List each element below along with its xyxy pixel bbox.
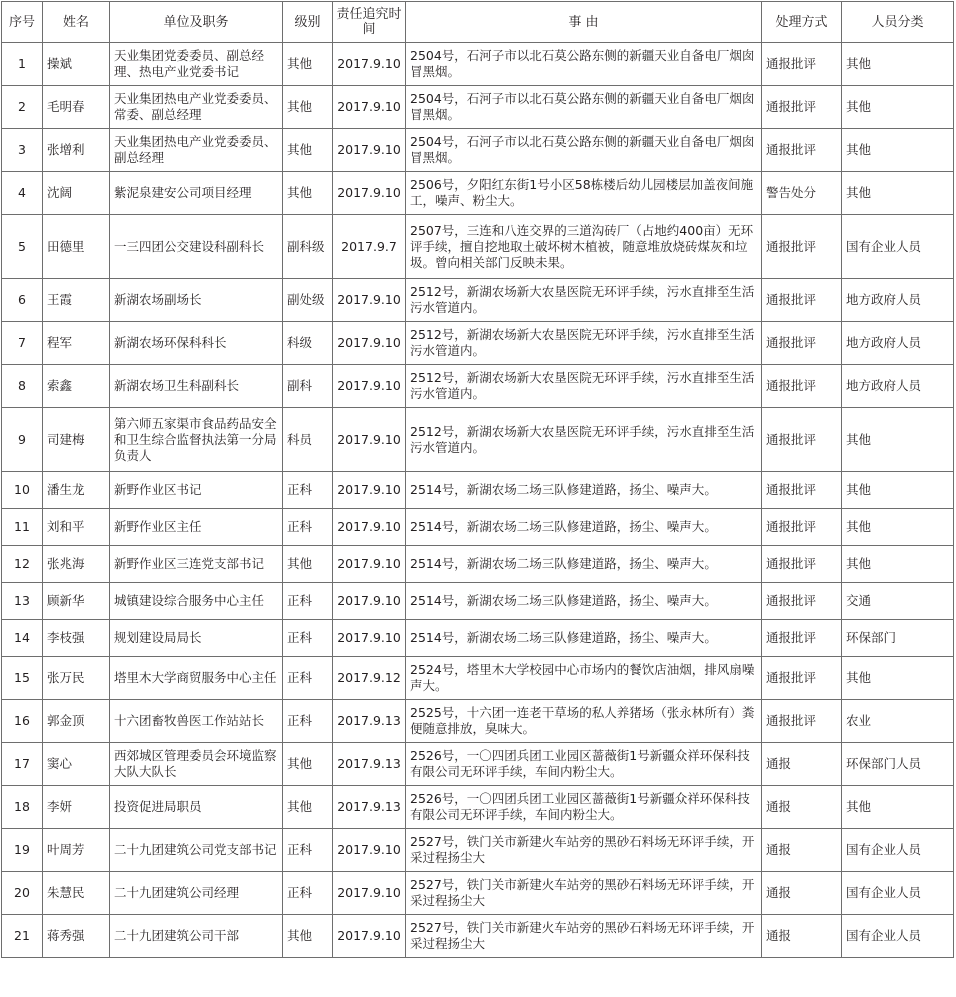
table-row [2,546,954,583]
cell-unit: 天业集团热电产业党委委员、副总经理 [110,129,283,172]
header-reason: 事 由 [406,2,762,43]
cell-reason: 2504号，石河子市以北石莫公路东侧的新疆天业自备电厂烟囱冒黑烟。 [406,43,762,86]
table-row [2,215,954,279]
cell-method: 警告处分 [762,172,842,215]
cell-name: 叶周芳 [43,829,110,872]
cell-date: 2017.9.13 [333,743,406,786]
cell-name: 窦心 [43,743,110,786]
cell-no: 18 [2,786,43,829]
header-date: 责任追究时间 [333,2,406,43]
cell-level: 科级 [283,322,333,365]
table-row [2,279,954,322]
cell-name: 田德里 [43,215,110,279]
cell-reason: 2507号，三连和八连交界的三道沟砖厂（占地约400亩）无环评手续，擅自挖地取土破坏树木植被，随意堆放烧砖煤灰和垃圾。曾向相关部门反映未果。 [406,215,762,279]
cell-reason: 2504号，石河子市以北石莫公路东侧的新疆天业自备电厂烟囱冒黑烟。 [406,129,762,172]
header-level: 级别 [283,2,333,43]
cell-unit: 十六团畜牧兽医工作站站长 [110,700,283,743]
cell-category: 其他 [842,43,954,86]
cell-category: 环保部门 [842,620,954,657]
cell-date: 2017.9.7 [333,215,406,279]
cell-unit: 新湖农场卫生科副科长 [110,365,283,408]
cell-method: 通报批评 [762,43,842,86]
cell-category: 地方政府人员 [842,279,954,322]
cell-no: 15 [2,657,43,700]
cell-category: 其他 [842,408,954,472]
cell-no: 1 [2,43,43,86]
cell-level: 科员 [283,408,333,472]
cell-name: 蒋秀强 [43,915,110,958]
cell-category: 国有企业人员 [842,215,954,279]
cell-date: 2017.9.10 [333,279,406,322]
cell-date: 2017.9.10 [333,408,406,472]
cell-name: 刘和平 [43,509,110,546]
cell-method: 通报批评 [762,657,842,700]
cell-name: 毛明春 [43,86,110,129]
cell-unit: 二十九团建筑公司经理 [110,872,283,915]
cell-reason: 2506号，夕阳红东街1号小区58栋楼后幼儿园楼层加盖夜间施工，噪声、粉尘大。 [406,172,762,215]
cell-category: 环保部门人员 [842,743,954,786]
cell-name: 沈阔 [43,172,110,215]
header-method: 处理方式 [762,2,842,43]
cell-date: 2017.9.10 [333,129,406,172]
cell-unit: 投资促进局职员 [110,786,283,829]
table-row [2,583,954,620]
table-row [2,786,954,829]
cell-date: 2017.9.10 [333,43,406,86]
table-row [2,129,954,172]
cell-date: 2017.9.10 [333,472,406,509]
cell-date: 2017.9.10 [333,620,406,657]
cell-category: 国有企业人员 [842,872,954,915]
cell-method: 通报批评 [762,509,842,546]
cell-reason: 2526号，一〇四团兵团工业园区蔷薇街1号新疆众祥环保科技有限公司无环评手续，车间内粉尘大。 [406,743,762,786]
cell-no: 4 [2,172,43,215]
table-row [2,915,954,958]
cell-method: 通报批评 [762,215,842,279]
cell-unit: 二十九团建筑公司党支部书记 [110,829,283,872]
cell-no: 19 [2,829,43,872]
table-row [2,408,954,472]
cell-unit: 紫泥泉建安公司项目经理 [110,172,283,215]
cell-level: 正科 [283,657,333,700]
cell-category: 国有企业人员 [842,829,954,872]
cell-category: 国有企业人员 [842,915,954,958]
cell-method: 通报批评 [762,365,842,408]
cell-date: 2017.9.10 [333,915,406,958]
cell-no: 6 [2,279,43,322]
cell-category: 其他 [842,129,954,172]
cell-reason: 2514号，新湖农场二场三队修建道路，扬尘、噪声大。 [406,620,762,657]
cell-category: 其他 [842,86,954,129]
cell-category: 其他 [842,786,954,829]
cell-reason: 2512号，新湖农场新大农垦医院无环评手续，污水直排至生活污水管道内。 [406,408,762,472]
cell-level: 其他 [283,743,333,786]
header-row [2,2,954,43]
cell-method: 通报 [762,786,842,829]
cell-date: 2017.9.10 [333,365,406,408]
cell-unit: 西郊城区管理委员会环境监察大队大队长 [110,743,283,786]
table-row [2,365,954,408]
cell-reason: 2525号，十六团一连老干草场的私人养猪场（张永林所有）粪便随意排放，臭味大。 [406,700,762,743]
cell-method: 通报 [762,743,842,786]
table-row [2,322,954,365]
cell-unit: 新湖农场环保科科长 [110,322,283,365]
cell-level: 正科 [283,620,333,657]
cell-method: 通报 [762,829,842,872]
accountability-table [1,1,954,958]
cell-level: 其他 [283,546,333,583]
cell-level: 其他 [283,129,333,172]
cell-reason: 2514号，新湖农场二场三队修建道路，扬尘、噪声大。 [406,509,762,546]
table-row [2,472,954,509]
table-row [2,43,954,86]
cell-method: 通报批评 [762,279,842,322]
cell-reason: 2514号，新湖农场二场三队修建道路，扬尘、噪声大。 [406,583,762,620]
cell-no: 10 [2,472,43,509]
cell-date: 2017.9.10 [333,172,406,215]
cell-date: 2017.9.10 [333,872,406,915]
cell-no: 9 [2,408,43,472]
cell-no: 21 [2,915,43,958]
cell-method: 通报批评 [762,86,842,129]
cell-no: 13 [2,583,43,620]
cell-method: 通报批评 [762,583,842,620]
cell-category: 其他 [842,657,954,700]
cell-category: 农业 [842,700,954,743]
cell-name: 操斌 [43,43,110,86]
cell-unit: 新野作业区三连党支部书记 [110,546,283,583]
cell-reason: 2524号，塔里木大学校园中心市场内的餐饮店油烟，排风扇噪声大。 [406,657,762,700]
cell-unit: 新野作业区书记 [110,472,283,509]
cell-unit: 规划建设局局长 [110,620,283,657]
cell-date: 2017.9.12 [333,657,406,700]
cell-no: 8 [2,365,43,408]
cell-name: 李枝强 [43,620,110,657]
cell-level: 正科 [283,829,333,872]
table-row [2,743,954,786]
cell-method: 通报批评 [762,129,842,172]
cell-unit: 新湖农场副场长 [110,279,283,322]
cell-name: 潘生龙 [43,472,110,509]
cell-level: 正科 [283,472,333,509]
cell-no: 14 [2,620,43,657]
cell-name: 郭金顶 [43,700,110,743]
cell-no: 11 [2,509,43,546]
cell-category: 其他 [842,509,954,546]
cell-method: 通报批评 [762,408,842,472]
cell-reason: 2504号，石河子市以北石莫公路东侧的新疆天业自备电厂烟囱冒黑烟。 [406,86,762,129]
cell-method: 通报批评 [762,472,842,509]
cell-level: 正科 [283,509,333,546]
cell-date: 2017.9.10 [333,829,406,872]
cell-reason: 2527号，铁门关市新建火车站旁的黑砂石料场无环评手续，开采过程扬尘大 [406,872,762,915]
cell-method: 通报批评 [762,620,842,657]
cell-unit: 第六师五家渠市食品药品安全和卫生综合监督执法第一分局负责人 [110,408,283,472]
cell-reason: 2512号，新湖农场新大农垦医院无环评手续，污水直排至生活污水管道内。 [406,322,762,365]
table-row [2,829,954,872]
cell-date: 2017.9.10 [333,322,406,365]
cell-no: 20 [2,872,43,915]
cell-unit: 天业集团热电产业党委委员、常委、副总经理 [110,86,283,129]
cell-unit: 二十九团建筑公司干部 [110,915,283,958]
cell-no: 7 [2,322,43,365]
table-row [2,86,954,129]
header-unit: 单位及职务 [110,2,283,43]
cell-reason: 2514号，新湖农场二场三队修建道路，扬尘、噪声大。 [406,546,762,583]
cell-name: 程军 [43,322,110,365]
cell-no: 16 [2,700,43,743]
cell-category: 其他 [842,546,954,583]
cell-no: 2 [2,86,43,129]
cell-reason: 2527号，铁门关市新建火车站旁的黑砂石料场无环评手续，开采过程扬尘大 [406,829,762,872]
table-row [2,657,954,700]
cell-level: 正科 [283,872,333,915]
cell-no: 17 [2,743,43,786]
cell-reason: 2514号，新湖农场二场三队修建道路，扬尘、噪声大。 [406,472,762,509]
cell-name: 索鑫 [43,365,110,408]
cell-unit: 一三四团公交建设科副科长 [110,215,283,279]
cell-method: 通报批评 [762,322,842,365]
cell-method: 通报 [762,872,842,915]
cell-method: 通报批评 [762,700,842,743]
table-row [2,620,954,657]
cell-date: 2017.9.10 [333,583,406,620]
cell-date: 2017.9.13 [333,786,406,829]
cell-unit: 新野作业区主任 [110,509,283,546]
cell-level: 副科 [283,365,333,408]
table-row [2,700,954,743]
cell-level: 其他 [283,172,333,215]
cell-date: 2017.9.10 [333,86,406,129]
cell-name: 顾新华 [43,583,110,620]
header-category: 人员分类 [842,2,954,43]
table-row [2,872,954,915]
cell-reason: 2512号，新湖农场新大农垦医院无环评手续，污水直排至生活污水管道内。 [406,279,762,322]
cell-unit: 塔里木大学商贸服务中心主任 [110,657,283,700]
cell-date: 2017.9.13 [333,700,406,743]
cell-category: 交通 [842,583,954,620]
header-name: 姓名 [43,2,110,43]
cell-date: 2017.9.10 [333,509,406,546]
cell-level: 副处级 [283,279,333,322]
cell-level: 其他 [283,915,333,958]
cell-reason: 2527号，铁门关市新建火车站旁的黑砂石料场无环评手续，开采过程扬尘大 [406,915,762,958]
cell-name: 张万民 [43,657,110,700]
cell-no: 3 [2,129,43,172]
cell-level: 副科级 [283,215,333,279]
cell-reason: 2512号，新湖农场新大农垦医院无环评手续，污水直排至生活污水管道内。 [406,365,762,408]
cell-method: 通报 [762,915,842,958]
header-no: 序号 [2,2,43,43]
cell-level: 其他 [283,43,333,86]
cell-category: 其他 [842,172,954,215]
cell-category: 地方政府人员 [842,322,954,365]
cell-name: 朱慧民 [43,872,110,915]
cell-level: 正科 [283,700,333,743]
table-body [2,43,954,958]
cell-no: 5 [2,215,43,279]
cell-level: 其他 [283,786,333,829]
cell-date: 2017.9.10 [333,546,406,583]
cell-category: 地方政府人员 [842,365,954,408]
table-row [2,509,954,546]
cell-category: 其他 [842,472,954,509]
cell-no: 12 [2,546,43,583]
cell-name: 王霞 [43,279,110,322]
cell-name: 司建梅 [43,408,110,472]
cell-level: 正科 [283,583,333,620]
cell-level: 其他 [283,86,333,129]
cell-name: 张增利 [43,129,110,172]
cell-unit: 城镇建设综合服务中心主任 [110,583,283,620]
cell-name: 李妍 [43,786,110,829]
cell-method: 通报批评 [762,546,842,583]
cell-unit: 天业集团党委委员、副总经理、热电产业党委书记 [110,43,283,86]
cell-reason: 2526号，一〇四团兵团工业园区蔷薇街1号新疆众祥环保科技有限公司无环评手续，车间内粉尘大。 [406,786,762,829]
cell-name: 张兆海 [43,546,110,583]
table-row [2,172,954,215]
